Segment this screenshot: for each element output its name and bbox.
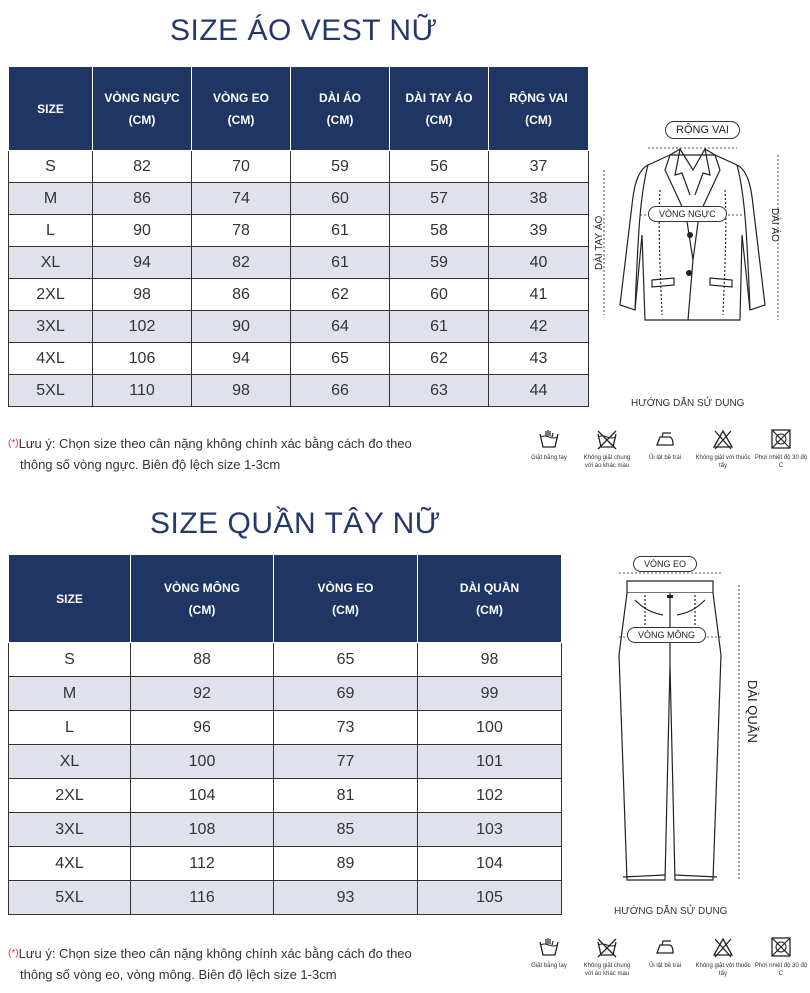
care-item — [752, 428, 810, 470]
dry-30c-icon — [770, 936, 792, 958]
value-cell: 102 — [93, 311, 192, 343]
value-cell: 69 — [274, 677, 418, 711]
table-row — [9, 745, 562, 779]
table-row — [9, 215, 589, 247]
size-cell: M — [9, 677, 131, 711]
value-cell: 102 — [418, 779, 562, 813]
value-cell: 74 — [192, 183, 291, 215]
pants-guide-label: HƯỚNG DẪN SỬ DỤNG — [614, 906, 728, 917]
value-cell: 70 — [192, 151, 291, 183]
table-row — [9, 643, 562, 677]
value-cell: 37 — [489, 151, 589, 183]
value-cell: 65 — [274, 643, 418, 677]
pants-size-table — [8, 554, 562, 915]
size-cell: L — [9, 215, 93, 247]
size-cell: 4XL — [9, 343, 93, 375]
value-cell: 90 — [93, 215, 192, 247]
value-cell: 104 — [418, 847, 562, 881]
value-cell: 40 — [489, 247, 589, 279]
value-cell: 105 — [418, 881, 562, 915]
iron-inside-out-icon — [654, 936, 676, 958]
pants-title: SIZE QUẦN TÂY NỮ — [150, 507, 441, 540]
size-cell: 3XL — [9, 311, 93, 343]
vest-guide-label: HƯỚNG DẪN SỬ DỤNG — [631, 398, 745, 409]
value-cell: 103 — [418, 813, 562, 847]
value-cell: 81 — [274, 779, 418, 813]
table-row — [9, 343, 589, 375]
value-cell: 82 — [192, 247, 291, 279]
care-label: Giặt bằng tay — [531, 455, 567, 461]
table-row — [9, 279, 589, 311]
value-cell: 44 — [489, 375, 589, 407]
iron-inside-out-icon — [654, 428, 676, 450]
table-row — [9, 847, 562, 881]
size-cell: 2XL — [9, 779, 131, 813]
sleeve-label: DÀI TAY ÁO — [594, 215, 605, 270]
header-cell: VÒNG EO (CM) — [192, 67, 291, 151]
header-cell: VÒNG MÔNG (CM) — [131, 555, 274, 643]
size-cell: 2XL — [9, 279, 93, 311]
table-row — [9, 183, 589, 215]
value-cell: 65 — [291, 343, 390, 375]
value-cell: 100 — [418, 711, 562, 745]
size-cell: L — [9, 711, 131, 745]
vest-note: (*)Lưu ý: Chọn size theo cân nặng không chính xác bằng cách đo theo thông số vòng ngực. Biên độ lệch size 1-3cm — [8, 436, 412, 472]
value-cell: 62 — [291, 279, 390, 311]
value-cell: 59 — [291, 151, 390, 183]
value-cell: 59 — [390, 247, 489, 279]
value-cell: 39 — [489, 215, 589, 247]
header-cell: DÀI ÁO (CM) — [291, 67, 390, 151]
care-label: Không giặt với thuốc tẩy — [695, 963, 751, 977]
value-cell: 96 — [131, 711, 274, 745]
value-cell: 58 — [390, 215, 489, 247]
value-cell: 98 — [192, 375, 291, 407]
table-row — [9, 247, 589, 279]
care-item — [578, 428, 636, 470]
value-cell: 73 — [274, 711, 418, 745]
size-cell: 4XL — [9, 847, 131, 881]
value-cell: 64 — [291, 311, 390, 343]
table-row — [9, 881, 562, 915]
value-cell: 60 — [291, 183, 390, 215]
care-item — [520, 428, 578, 470]
care-item — [694, 936, 752, 978]
care-item — [636, 428, 694, 470]
care-icons-bottom — [520, 936, 810, 978]
chest-label: VÒNG NGỰC — [648, 206, 727, 222]
vest-size-table — [8, 66, 589, 407]
no-mixed-wash-icon — [596, 936, 618, 958]
care-item — [636, 936, 694, 978]
table-row — [9, 311, 589, 343]
size-cell: 5XL — [9, 375, 93, 407]
value-cell: 116 — [131, 881, 274, 915]
value-cell: 38 — [489, 183, 589, 215]
button-2 — [686, 270, 692, 276]
table-row — [9, 677, 562, 711]
value-cell: 90 — [192, 311, 291, 343]
value-cell: 94 — [93, 247, 192, 279]
value-cell: 78 — [192, 215, 291, 247]
pants-length-label: DÀI QUẦN — [745, 680, 760, 743]
header-cell: SIZE — [9, 555, 131, 643]
value-cell: 104 — [131, 779, 274, 813]
value-cell: 66 — [291, 375, 390, 407]
value-cell: 86 — [93, 183, 192, 215]
button-1 — [687, 232, 693, 238]
care-icons-top — [520, 428, 810, 470]
table-row — [9, 813, 562, 847]
table-row — [9, 711, 562, 745]
value-cell: 110 — [93, 375, 192, 407]
value-cell: 86 — [192, 279, 291, 311]
header-cell: DÀI TAY ÁO (CM) — [390, 67, 489, 151]
vest-title: SIZE ÁO VEST NỮ — [170, 14, 438, 47]
value-cell: 42 — [489, 311, 589, 343]
value-cell: 41 — [489, 279, 589, 311]
value-cell: 112 — [131, 847, 274, 881]
no-mixed-wash-icon — [596, 428, 618, 450]
hand-wash-icon — [538, 428, 560, 450]
value-cell: 98 — [418, 643, 562, 677]
care-item — [520, 936, 578, 978]
value-cell: 108 — [131, 813, 274, 847]
value-cell: 99 — [418, 677, 562, 711]
value-cell: 43 — [489, 343, 589, 375]
value-cell: 85 — [274, 813, 418, 847]
table-row — [9, 779, 562, 813]
value-cell: 56 — [390, 151, 489, 183]
care-label: Phơi nhiệt độ 30 độ C — [754, 455, 808, 469]
size-cell: 5XL — [9, 881, 131, 915]
value-cell: 101 — [418, 745, 562, 779]
size-cell: 3XL — [9, 813, 131, 847]
no-bleach-icon — [712, 428, 734, 450]
header-cell: SIZE — [9, 67, 93, 151]
value-cell: 77 — [274, 745, 418, 779]
value-cell: 63 — [390, 375, 489, 407]
table-row — [9, 375, 589, 407]
value-cell: 62 — [390, 343, 489, 375]
care-label: Giặt bằng tay — [531, 963, 567, 969]
value-cell: 61 — [291, 247, 390, 279]
value-cell: 94 — [192, 343, 291, 375]
size-cell: M — [9, 183, 93, 215]
hip-label: VÒNG MÔNG — [627, 627, 706, 643]
no-bleach-icon — [712, 936, 734, 958]
pants-diagram — [605, 555, 755, 895]
header-cell: RỘNG VAI (CM) — [489, 67, 589, 151]
care-label: Ủi lật bề trái — [648, 963, 681, 969]
hand-wash-icon — [538, 936, 560, 958]
care-item — [694, 428, 752, 470]
care-label: Không giặt chung với áo khác màu — [583, 455, 631, 469]
value-cell: 98 — [93, 279, 192, 311]
value-cell: 88 — [131, 643, 274, 677]
value-cell: 61 — [390, 311, 489, 343]
value-cell: 61 — [291, 215, 390, 247]
pants-note: (*)Lưu ý: Chọn size theo cân nặng không chính xác bằng cách đo theo thông số vòng eo, vòng mông. Biên độ lệch size 1-3cm — [8, 946, 412, 982]
header-cell: VÒNG NGỰC (CM) — [93, 67, 192, 151]
value-cell: 92 — [131, 677, 274, 711]
care-label: Ủi lật bề trái — [648, 455, 681, 461]
dry-30c-icon — [770, 428, 792, 450]
shoulder-label: RỘNG VAI — [665, 121, 740, 139]
header-cell: VÒNG EO (CM) — [274, 555, 418, 643]
size-cell: S — [9, 151, 93, 183]
care-label: Phơi nhiệt độ 30 độ C — [754, 963, 808, 977]
care-label: Không giặt chung với áo khác màu — [583, 963, 631, 977]
size-cell: XL — [9, 247, 93, 279]
care-item — [752, 936, 810, 978]
value-cell: 106 — [93, 343, 192, 375]
header-cell: DÀI QUẦN (CM) — [418, 555, 562, 643]
size-cell: S — [9, 643, 131, 677]
value-cell: 93 — [274, 881, 418, 915]
table-row — [9, 151, 589, 183]
value-cell: 89 — [274, 847, 418, 881]
care-item — [578, 936, 636, 978]
waist-label: VÒNG EO — [633, 556, 697, 572]
waist-button — [667, 595, 673, 598]
length-label: DÀI ÁO — [769, 208, 780, 242]
value-cell: 60 — [390, 279, 489, 311]
care-label: Không giặt với thuốc tẩy — [695, 455, 751, 469]
value-cell: 82 — [93, 151, 192, 183]
value-cell: 100 — [131, 745, 274, 779]
value-cell: 57 — [390, 183, 489, 215]
size-cell: XL — [9, 745, 131, 779]
